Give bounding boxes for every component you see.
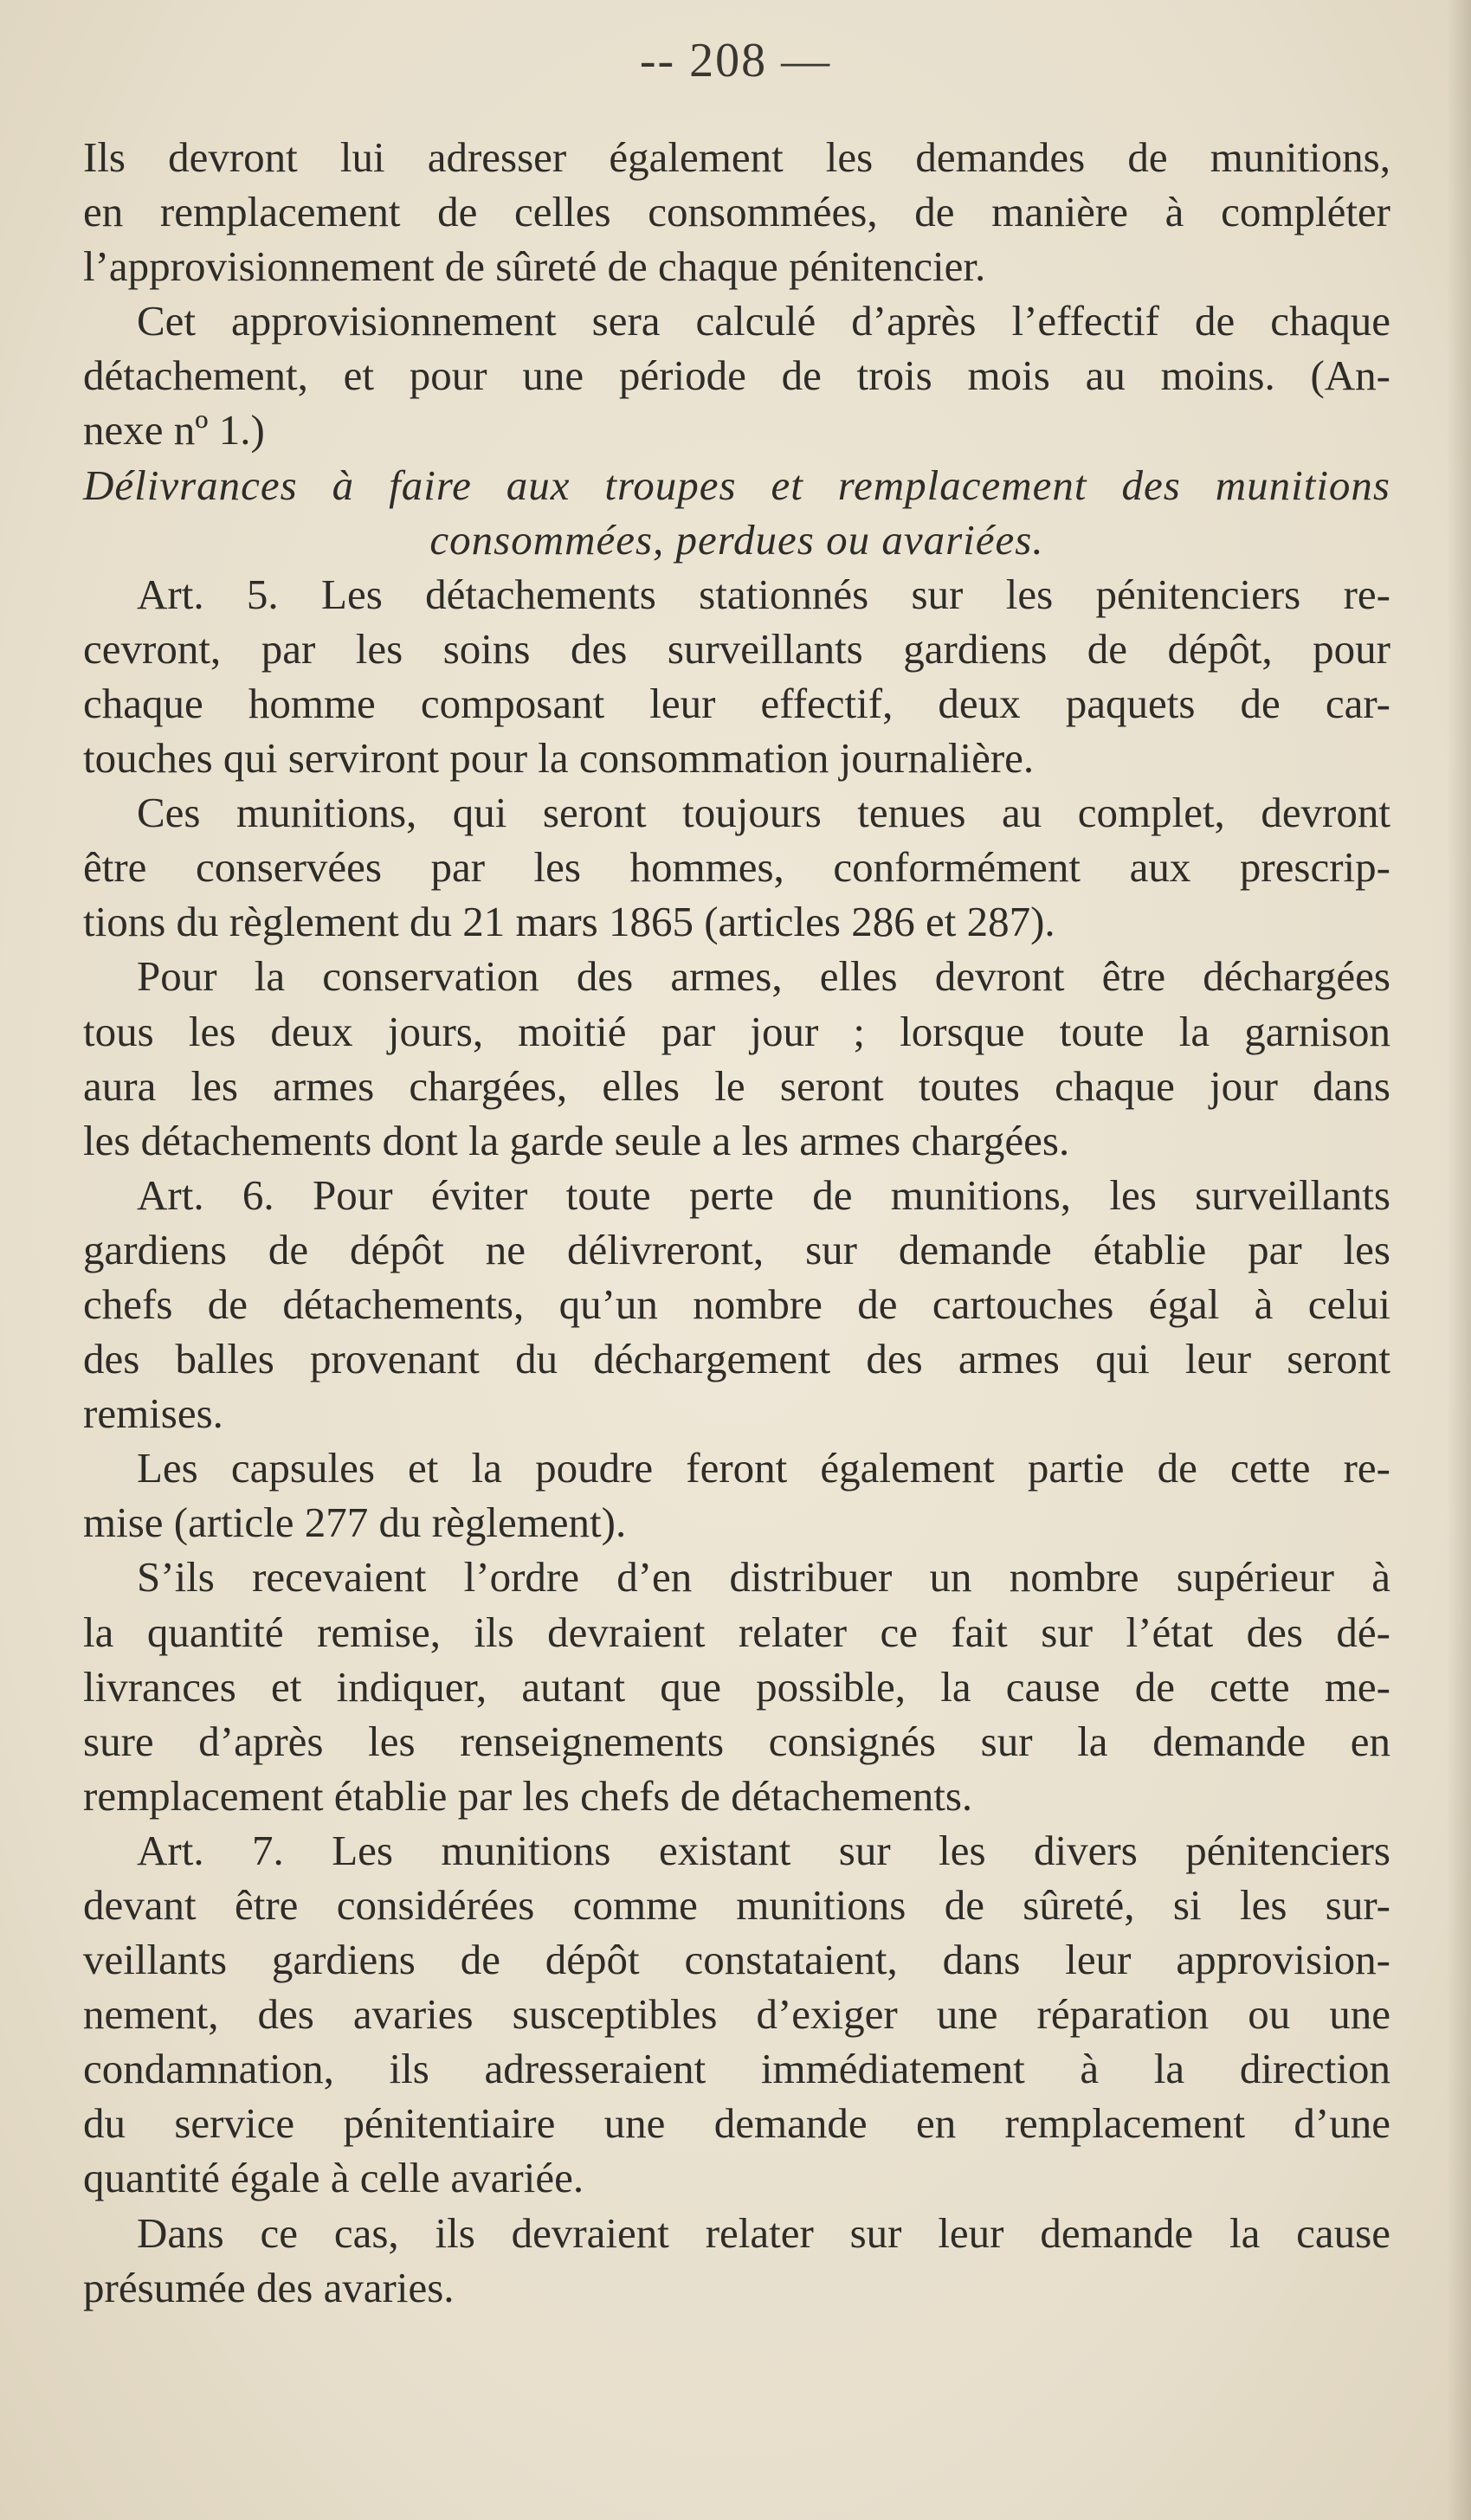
text-line: S’ils recevaient l’ordre d’en distribuer un nombre supérieur à	[137, 1553, 1390, 1602]
text-line: remplacement établie par les chefs de détachements.	[83, 1771, 973, 1820]
text-line: aura les armes chargées, elles le seront toutes chaque jour dans	[83, 1061, 1390, 1110]
section-heading-line: consommées, perdues ou avariées.	[429, 515, 1044, 564]
text-line: Les capsules et la poudre feront également partie de cette re-	[137, 1444, 1390, 1492]
page-number-header: -- 208 —	[639, 34, 832, 87]
text-line: Pour la conservation des armes, elles devront être déchargées	[137, 952, 1390, 1001]
text-line: condamnation, ils adresseraient immédiatement à la direction	[83, 2045, 1390, 2093]
text-line: quantité égale à celle avariée.	[83, 2154, 584, 2202]
text-line: veillants gardiens de dépôt constataient, dans leur approvision-	[83, 1936, 1390, 1984]
text-line: Dans ce cas, ils devraient relater sur leur demande la cause	[137, 2208, 1390, 2257]
text-line: des balles provenant du déchargement des armes qui leur seront	[83, 1335, 1390, 1383]
text-line: Art. 7. Les munitions existant sur les divers pénitenciers	[137, 1826, 1390, 1874]
text-line: chefs de détachements, qu’un nombre de cartouches égal à celui	[83, 1279, 1390, 1328]
body-text	[83, 130, 1390, 2315]
text-line: Ils devront lui adresser également les demandes de munitions,	[83, 133, 1390, 181]
text-line: tous les deux jours, moitié par jour ; lorsque toute la garnison	[83, 1007, 1390, 1055]
text-line: les détachements dont la garde seule a les armes chargées.	[83, 1116, 1070, 1164]
text-line: tions du règlement du 21 mars 1865 (articles 286 et 287).	[83, 898, 1055, 946]
text-line: Ces munitions, qui seront toujours tenues au complet, devront	[137, 789, 1390, 837]
text-line: du service pénitentiaire une demande en remplacement d’une	[83, 2099, 1390, 2148]
page-edge-shadow	[1447, 0, 1471, 2520]
text-line: nement, des avaries susceptibles d’exiger une réparation ou une	[83, 1990, 1390, 2039]
text-line: livrances et indiquer, autant que possible, la cause de cette me-	[83, 1662, 1390, 1711]
text-line: chaque homme composant leur effectif, deux paquets de car-	[83, 679, 1390, 727]
text-line: l’approvisionnement de sûreté de chaque pénitencier.	[83, 242, 986, 291]
text-line: détachement, et pour une période de trois mois au moins. (An-	[83, 351, 1390, 400]
text-line: être conservées par les hommes, conformément aux prescrip-	[83, 843, 1390, 892]
text-line: la quantité remise, ils devraient relater ce fait sur l’état des dé-	[83, 1608, 1390, 1656]
text-line: en remplacement de celles consommées, de manière à compléter	[83, 188, 1390, 236]
text-line: Art. 6. Pour éviter toute perte de munitions, les surveillants	[137, 1170, 1390, 1219]
text-line: sure d’après les renseignements consignés sur la demande en	[83, 1717, 1390, 1765]
text-line: Art. 5. Les détachements stationnés sur les pénitenciers re-	[137, 570, 1390, 618]
text-line: remises.	[83, 1389, 223, 1438]
text-line: présumée des avaries.	[83, 2263, 455, 2311]
text-line: devant être considérées comme munitions de sûreté, si les sur-	[83, 1881, 1390, 1929]
text-line: cevront, par les soins des surveillants gardiens de dépôt, pour	[83, 624, 1390, 673]
section-heading-line: Délivrances à faire aux troupes et remplacement des munitions	[83, 461, 1390, 509]
text-line: nexe nº 1.)	[83, 406, 265, 454]
text-line: Cet approvisionnement sera calculé d’après l’effectif de chaque	[137, 297, 1390, 345]
text-line: gardiens de dépôt ne délivreront, sur demande établie par les	[83, 1225, 1390, 1273]
text-line: touches qui serviront pour la consommation journalière.	[83, 734, 1035, 783]
text-line: mise (article 277 du règlement).	[83, 1498, 627, 1547]
